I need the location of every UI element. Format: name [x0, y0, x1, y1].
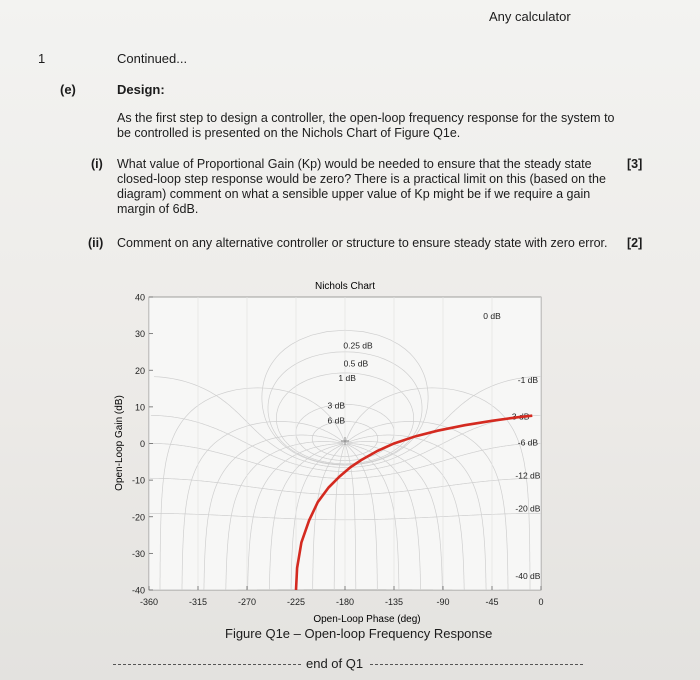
- y-axis-label: Open-Loop Gain (dB): [114, 395, 125, 491]
- footer-rule-right: [370, 664, 583, 665]
- subpart-ii-marks: [2]: [627, 236, 643, 250]
- continued-label: Continued...: [117, 51, 188, 66]
- y-tick-label: 40: [134, 292, 145, 303]
- x-tick-label: -270: [237, 597, 257, 607]
- x-tick-label: -90: [436, 597, 450, 607]
- x-tick-label: 0: [538, 597, 544, 607]
- footer-text: end of Q1: [306, 656, 364, 671]
- intro-paragraph: As the first step to design a controller, the open-loop frequency response for the system to be controlled is presented on the Nichols Chart of Figure Q1e.: [117, 111, 615, 140]
- question-number: 1: [38, 51, 46, 66]
- figure-caption: Figure Q1e – Open-loop Frequency Response: [225, 626, 493, 641]
- grid-contour-label: 0.5 dB: [343, 358, 369, 369]
- grid-contour-label: 3 dB: [327, 400, 346, 411]
- y-tick-label: 30: [134, 329, 145, 340]
- part-title: Design:: [117, 82, 165, 97]
- x-tick-label: -225: [286, 597, 306, 607]
- chart-title: Nichols Chart: [314, 281, 376, 292]
- subpart-i-text: What value of Proportional Gain (Kp) would be needed to ensure that the steady state closed-loop step response would be zero? There is a practical limit on this (based on the diagram) comment on what a sensible upper value of Kp might be if we require a gain margin of 6dB.: [117, 157, 606, 216]
- x-tick-label: -180: [335, 597, 355, 607]
- y-tick-label: 0: [139, 439, 145, 449]
- y-tick-label: 20: [134, 365, 145, 376]
- subpart-i-label: (i): [91, 157, 103, 171]
- grid-contour-label: -3 dB: [509, 411, 530, 422]
- part-label: (e): [60, 82, 76, 97]
- header-title: Any calculator: [489, 9, 571, 24]
- grid-contour-label: -12 dB: [515, 470, 541, 481]
- y-tick-label: -20: [131, 512, 145, 523]
- subpart-ii-label: (ii): [88, 236, 104, 250]
- x-axis-label: Open-Loop Phase (deg): [313, 614, 421, 625]
- grid-contour-label: -20 dB: [515, 503, 541, 514]
- y-tick-label: -30: [131, 548, 145, 559]
- grid-contour-label: 0.25 dB: [343, 340, 373, 351]
- x-tick-label: -135: [384, 597, 404, 607]
- grid-contour-label: -6 dB: [517, 437, 539, 448]
- y-tick-label: -40: [131, 585, 145, 596]
- grid-contour-label: 1 dB: [338, 373, 356, 384]
- y-tick-label: -10: [131, 475, 145, 486]
- grid-contour-label: -1 dB: [517, 375, 539, 386]
- subpart-ii-text: Comment on any alternative controller or structure to ensure steady state with zero error.: [117, 236, 608, 250]
- y-tick-label: 10: [134, 402, 145, 413]
- grid-contour-label: 0 dB: [483, 310, 501, 321]
- footer-rule-left: [113, 664, 301, 665]
- subpart-i-marks: [3]: [627, 157, 643, 171]
- x-tick-label: -315: [188, 597, 208, 607]
- grid-contour-label: -40 dB: [515, 571, 541, 582]
- x-tick-label: -360: [139, 597, 159, 607]
- grid-contour-label: 6 dB: [327, 415, 346, 426]
- x-tick-label: -45: [485, 597, 499, 607]
